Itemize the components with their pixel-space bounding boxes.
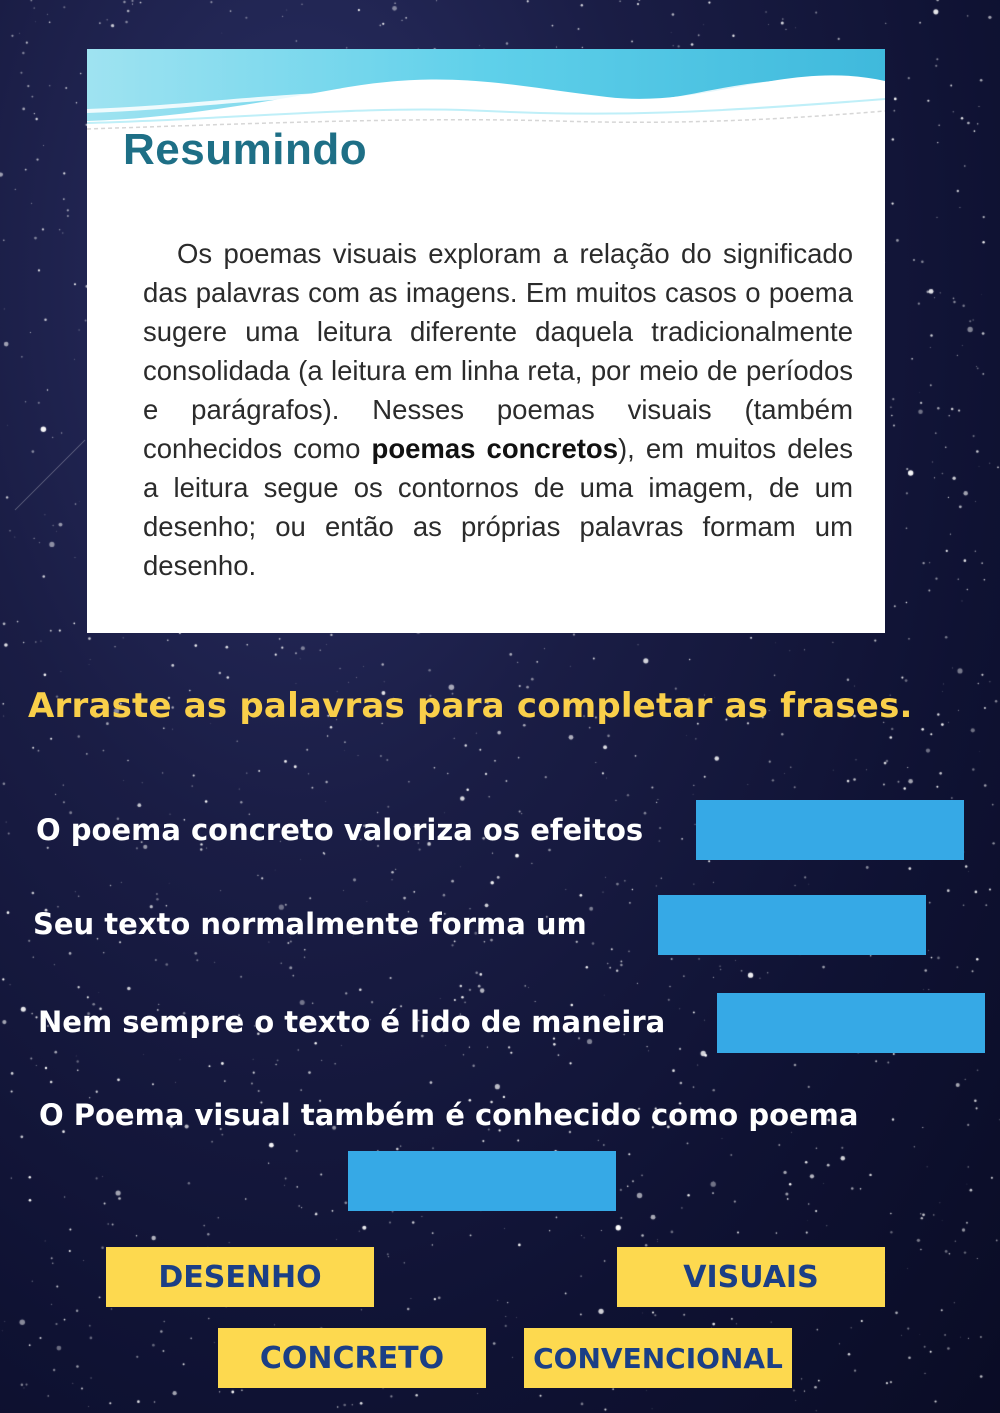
sentence-4: O Poema visual também é conhecido como poema (39, 1098, 859, 1132)
word-tile-concreto[interactable]: CONCRETO (218, 1328, 486, 1388)
word-tile-desenho[interactable]: DESENHO (106, 1247, 374, 1307)
sentence-2: Seu texto normalmente forma um (33, 907, 587, 941)
sentence-1: O poema concreto valoriza os efeitos (36, 813, 644, 847)
body-text-part-1: Os poemas visuais exploram a relação do significado das palavras com as imagens. Em muitos casos o poema sugere uma leitura diferente daquela tradicionalmente consolidada (a leitura em linha reta, por meio de períodos e parágrafos). Nesses poemas visuais (também conhecidos como (143, 238, 853, 464)
summary-card (87, 49, 885, 633)
word-tile-convencional[interactable]: CONVENCIONAL (524, 1328, 792, 1388)
card-title: Resumindo (123, 125, 368, 174)
drop-zone-2[interactable] (658, 895, 926, 955)
body-text-part-2: ), em muitos deles a leitura segue os contornos de uma imagem, de um desenho; ou então as próprias palavras formam um desenho. (143, 433, 853, 581)
card-body-text (143, 234, 853, 585)
word-tile-visuais[interactable]: VISUAIS (617, 1247, 885, 1307)
sentence-3: Nem sempre o texto é lido de maneira (38, 1005, 666, 1039)
body-text-bold: poemas concretos (371, 433, 618, 464)
drop-zone-1[interactable] (696, 800, 964, 860)
instruction-heading: Arraste as palavras para completar as frases. (28, 686, 913, 726)
drop-zone-4[interactable] (348, 1151, 616, 1211)
drop-zone-3[interactable] (717, 993, 985, 1053)
